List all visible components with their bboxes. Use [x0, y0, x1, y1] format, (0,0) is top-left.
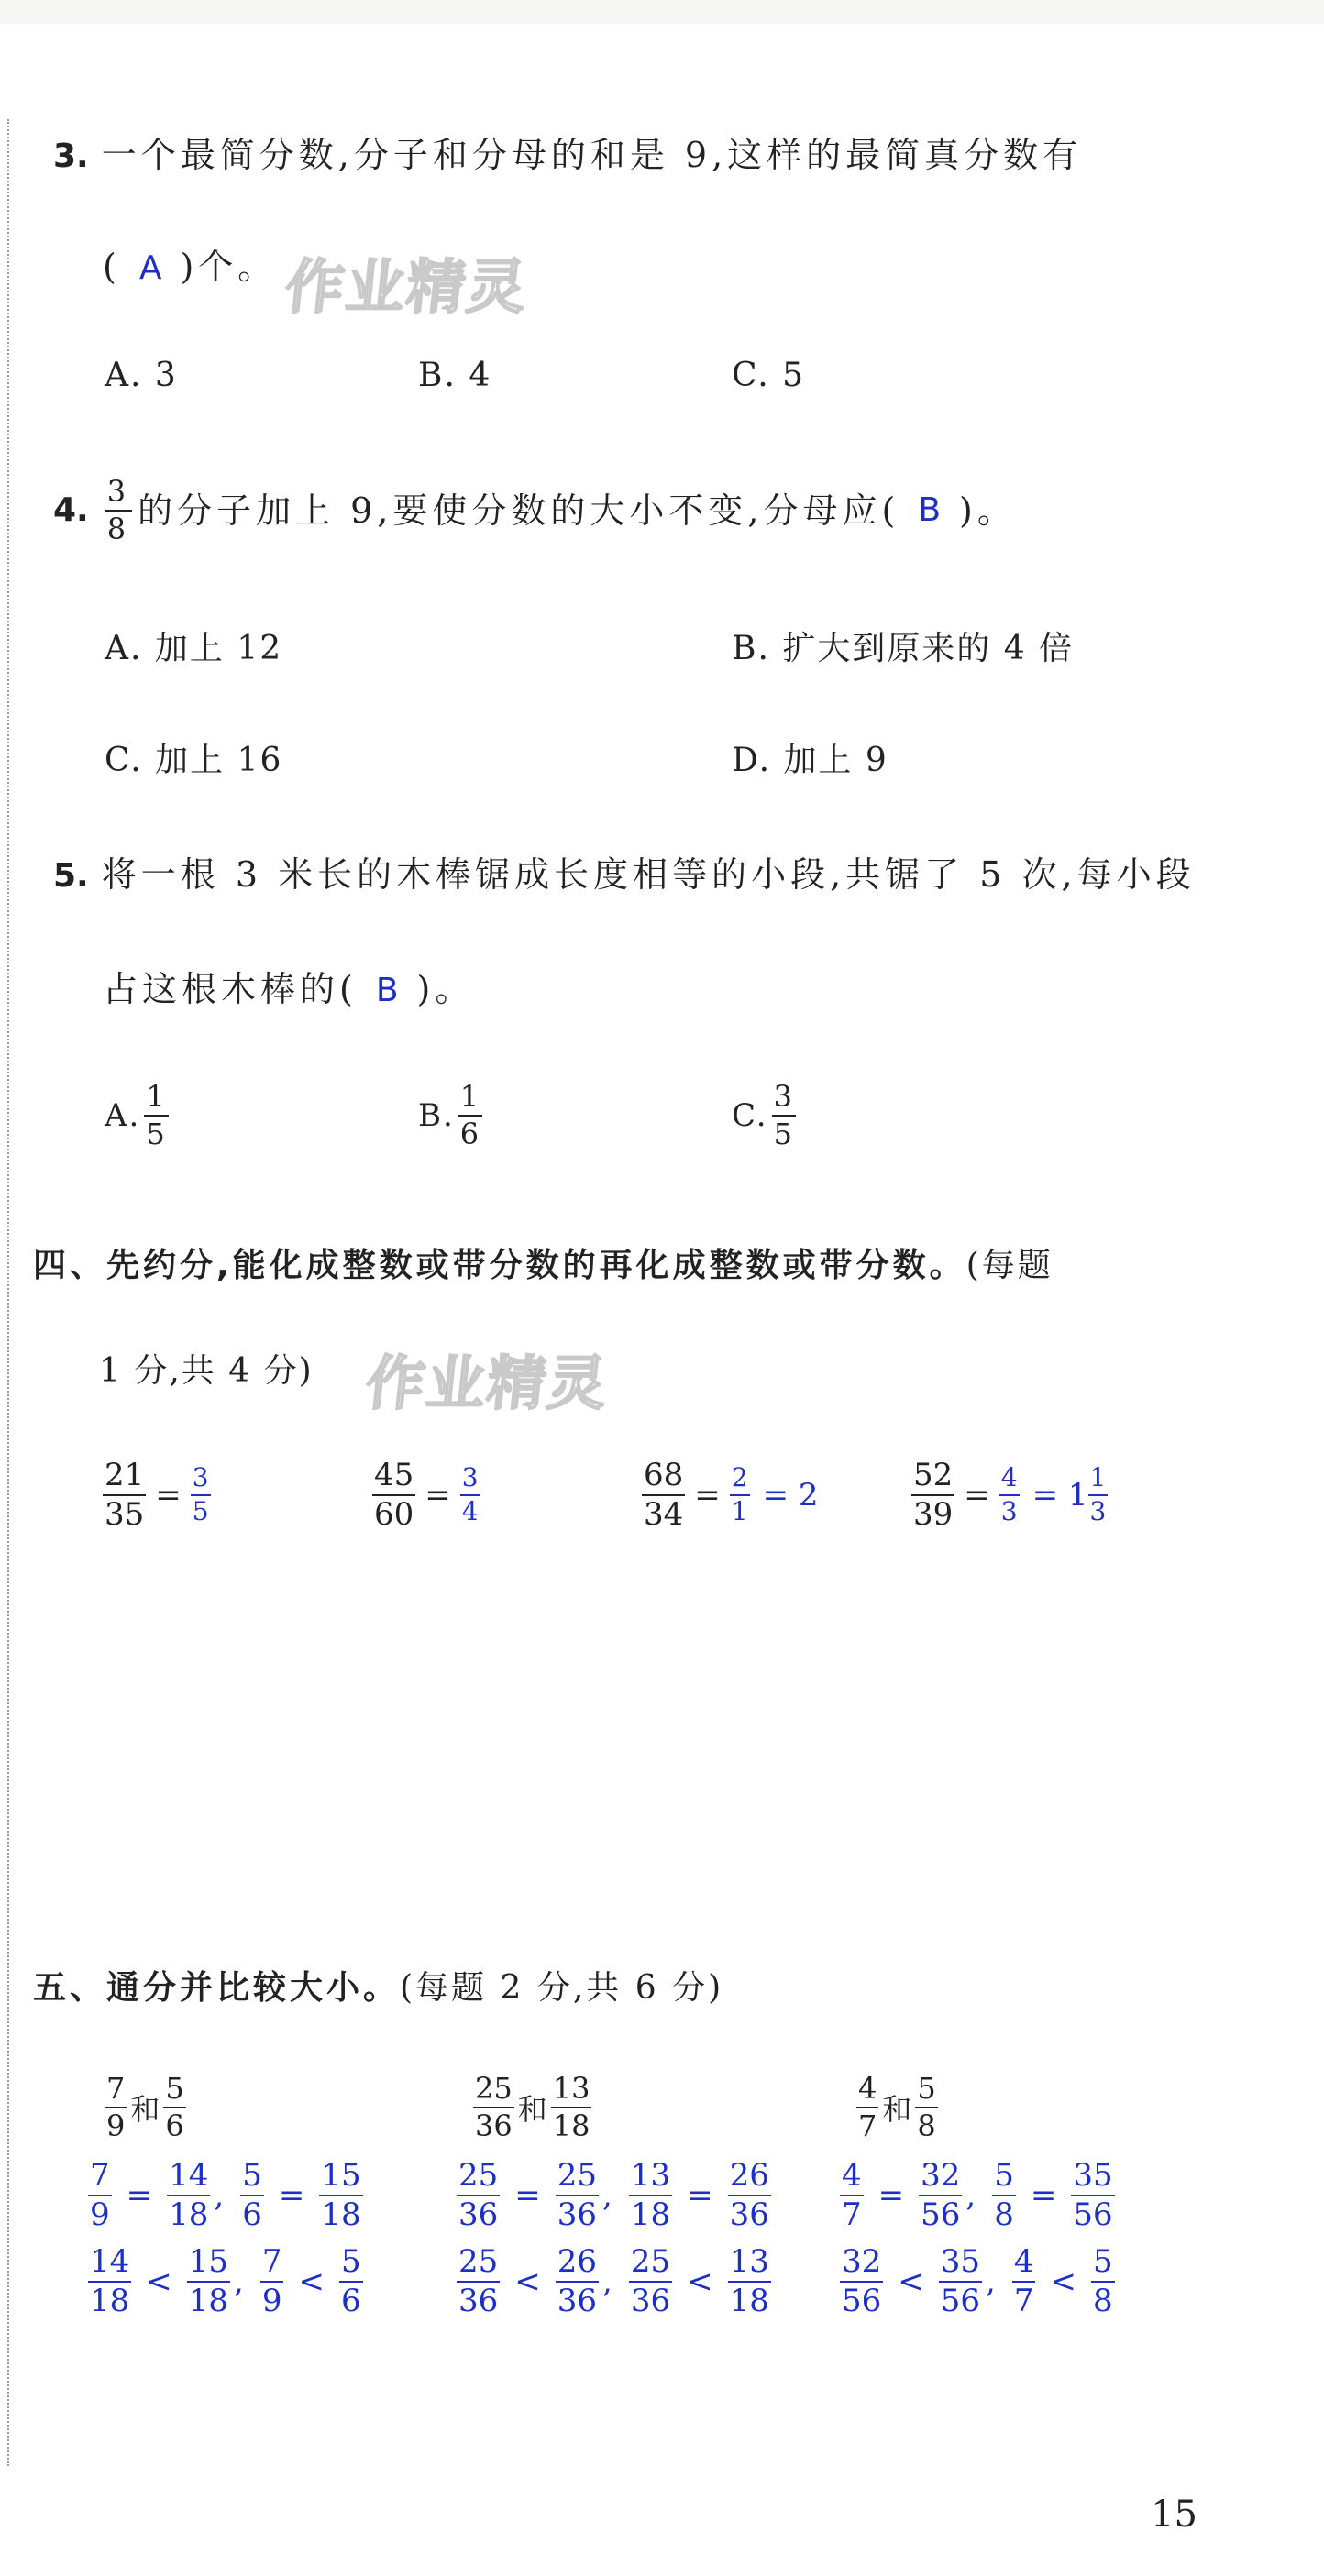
- numerator: 7: [261, 2243, 282, 2280]
- paren-close: )。: [416, 969, 475, 1009]
- denominator: 8: [1092, 2282, 1113, 2319]
- comma: ,: [986, 2262, 996, 2300]
- answer-fraction: [728, 2243, 771, 2319]
- denominator: 5: [192, 1495, 209, 1526]
- numerator: 13: [552, 2071, 590, 2106]
- fraction: [915, 2071, 937, 2143]
- numerator: 13: [630, 2157, 671, 2194]
- answer-fraction: [1071, 2157, 1114, 2233]
- watermark-logo: 作业精灵: [362, 1350, 612, 1418]
- numerator: 4: [1000, 1462, 1018, 1493]
- answer-fraction: [88, 2243, 131, 2319]
- denominator: 3: [1000, 1495, 1018, 1526]
- option-b: B. 4: [418, 357, 492, 394]
- fraction: [911, 1457, 954, 1533]
- equals-sign: =: [278, 2176, 305, 2214]
- answer-fraction: [728, 2157, 771, 2233]
- option-a: A. 3: [105, 357, 178, 394]
- conjunction-text: 和: [882, 2091, 912, 2127]
- question-4-line: [53, 474, 1017, 546]
- section-score-note: (每题: [965, 1247, 1054, 1284]
- fraction: [551, 2071, 592, 2143]
- option-b: [418, 1079, 486, 1151]
- comma: ,: [214, 2176, 225, 2214]
- numerator: 13: [729, 2243, 769, 2280]
- denominator: 5: [773, 1116, 794, 1151]
- section-5-heading: [33, 1962, 723, 2009]
- option-b: B. 扩大到原来的 4 倍: [732, 630, 1075, 667]
- answer-fraction: [999, 1462, 1020, 1526]
- numerator: 68: [644, 1457, 684, 1493]
- denominator: 35: [105, 1495, 145, 1533]
- denominator: 18: [630, 2196, 671, 2233]
- option-label: B.: [418, 1096, 455, 1134]
- answer-fraction: [260, 2243, 284, 2319]
- common-denominator-row: [84, 2157, 367, 2233]
- answer-fraction: [339, 2243, 363, 2319]
- numerator: 5: [340, 2243, 361, 2280]
- numerator: 15: [188, 2243, 229, 2280]
- fraction: [458, 1079, 482, 1151]
- numerator: 25: [630, 2243, 671, 2280]
- less-than-sign: <: [1050, 2262, 1076, 2300]
- answer-fraction: [319, 2157, 362, 2233]
- reduce-item-1: [99, 1457, 215, 1533]
- numerator: 5: [994, 2157, 1014, 2194]
- option-c: C. 加上 16: [105, 742, 283, 779]
- denominator: 9: [90, 2196, 110, 2233]
- comma: ,: [965, 2176, 976, 2214]
- numerator: 3: [192, 1462, 209, 1493]
- numerator: 21: [105, 1457, 145, 1493]
- answer-fraction: [919, 2157, 962, 2233]
- answer-fraction: [88, 2157, 112, 2233]
- section-score-note: (每题 2 分,共 6 分): [400, 1969, 724, 2007]
- denominator: 6: [242, 2196, 262, 2233]
- denominator: 18: [321, 2196, 361, 2233]
- comparison-row: [84, 2243, 367, 2319]
- section-title: 四、先约分,能化成整数或带分数的再化成整数或带分数。: [33, 1247, 966, 1284]
- section-4-heading: [33, 1239, 1054, 1286]
- numerator: 1: [459, 1079, 481, 1114]
- option-c: C. 5: [732, 357, 806, 394]
- answer-fraction: [629, 2243, 672, 2319]
- answer-fraction: [457, 2243, 500, 2319]
- less-than-sign: <: [514, 2262, 541, 2300]
- numerator: 25: [458, 2157, 499, 2194]
- comparison-row: [836, 2243, 1119, 2319]
- denominator: 6: [340, 2282, 361, 2319]
- denominator: 9: [106, 2108, 126, 2143]
- answer-fraction: [992, 2157, 1016, 2233]
- numerator: 35: [940, 2243, 981, 2280]
- numerator: 25: [458, 2243, 499, 2280]
- numerator: 25: [557, 2157, 598, 2194]
- denominator: 9: [261, 2282, 282, 2319]
- question-5-line1: [53, 854, 1196, 895]
- question-number: 3.: [53, 138, 89, 175]
- numerator: 2: [731, 1462, 748, 1493]
- comma: ,: [602, 2176, 612, 2214]
- numerator: 25: [475, 2071, 513, 2106]
- less-than-sign: <: [298, 2262, 325, 2300]
- denominator: 56: [1073, 2196, 1113, 2233]
- numerator: 32: [921, 2157, 961, 2194]
- denominator: 6: [459, 1116, 481, 1151]
- question-number: 5.: [53, 857, 89, 895]
- equals-sign: =: [964, 1476, 990, 1514]
- comma: ,: [234, 2262, 244, 2300]
- numerator: 26: [557, 2243, 598, 2280]
- numerator: 4: [1013, 2243, 1034, 2280]
- fraction: [772, 1079, 796, 1151]
- denominator: 8: [994, 2196, 1014, 2233]
- denominator: 36: [475, 2108, 513, 2143]
- common-denominator-row: [453, 2157, 775, 2233]
- answer-fraction: [167, 2157, 210, 2233]
- numerator: 5: [165, 2071, 184, 2106]
- denominator: 8: [106, 511, 131, 546]
- numerator: 15: [321, 2157, 361, 2194]
- answer-fraction: [240, 2157, 264, 2233]
- less-than-sign: <: [146, 2262, 172, 2300]
- numerator: 5: [917, 2071, 936, 2106]
- denominator: 36: [630, 2282, 671, 2319]
- denominator: 18: [552, 2108, 590, 2143]
- common-denominator-row: [836, 2157, 1119, 2233]
- denominator: 3: [1089, 1495, 1107, 1526]
- answer-fraction: [191, 1462, 211, 1526]
- denominator: 1: [731, 1495, 748, 1526]
- denominator: 56: [921, 2196, 961, 2233]
- question-5-line2: [103, 969, 475, 1009]
- numerator: 7: [106, 2071, 126, 2106]
- paren-close: )。: [959, 490, 1017, 531]
- denominator: 36: [458, 2196, 499, 2233]
- less-than-sign: <: [898, 2262, 924, 2300]
- binding-dotted-line: [7, 119, 9, 2466]
- fraction: [856, 2071, 878, 2143]
- equals-sign: =: [514, 2176, 541, 2214]
- numerator: 4: [842, 2157, 862, 2194]
- denominator: 36: [557, 2282, 598, 2319]
- question-text: 一个最简分数,分子和分母的和是 9,这样的最简真分数有: [101, 135, 1083, 175]
- fraction: [144, 1079, 168, 1151]
- numerator: 26: [729, 2157, 769, 2194]
- numerator: 3: [106, 474, 131, 509]
- denominator: 39: [913, 1495, 954, 1533]
- answer-fraction: [556, 2243, 599, 2319]
- denominator: 36: [458, 2282, 499, 2319]
- answer-mixed-whole: = 1: [1032, 1476, 1088, 1514]
- equals-sign: =: [126, 2176, 153, 2214]
- numerator: 1: [1089, 1462, 1107, 1493]
- numerator: 3: [773, 1079, 794, 1114]
- denominator: 36: [729, 2196, 769, 2233]
- less-than-sign: <: [687, 2262, 713, 2300]
- answer-fraction: [187, 2243, 230, 2319]
- denominator: 18: [169, 2196, 209, 2233]
- denominator: 36: [557, 2196, 598, 2233]
- option-d: D. 加上 9: [732, 742, 888, 779]
- numerator: 1: [146, 1079, 167, 1114]
- question-3-line1: [53, 135, 1083, 175]
- denominator: 7: [1013, 2282, 1034, 2319]
- answer-fraction: [1012, 2243, 1036, 2319]
- question-text: 将一根 3 米长的木棒锯成长度相等的小段,共锯了 5 次,每小段: [101, 854, 1196, 895]
- fraction: [642, 1457, 685, 1533]
- compare-pair-2: [469, 2071, 595, 2143]
- answer-fraction: [1091, 2243, 1115, 2319]
- numerator: 35: [1073, 2157, 1113, 2194]
- question-text: 占这根木棒的(: [103, 969, 358, 1009]
- equals-sign: =: [425, 1476, 451, 1514]
- comma: ,: [602, 2262, 612, 2300]
- numerator: 4: [858, 2071, 877, 2106]
- denominator: 6: [165, 2108, 184, 2143]
- paren-close: )个。: [180, 247, 278, 287]
- reduce-item-3: [638, 1457, 819, 1533]
- numerator: 14: [169, 2157, 209, 2194]
- denominator: 60: [374, 1495, 414, 1533]
- denominator: 4: [461, 1495, 479, 1526]
- numerator: 3: [461, 1462, 479, 1493]
- option-a: A. 加上 12: [105, 630, 283, 667]
- equals-sign: =: [687, 2176, 713, 2214]
- fraction: [105, 2071, 127, 2143]
- answer-text: B: [918, 490, 942, 529]
- answer-fraction: [629, 2157, 672, 2233]
- equals-sign: =: [155, 1476, 182, 1514]
- question-3-line2: [103, 249, 277, 285]
- comparison-row: [453, 2243, 775, 2319]
- watermark-logo: 作业精灵: [281, 254, 532, 322]
- denominator: 18: [188, 2282, 229, 2319]
- fraction: [103, 1457, 146, 1533]
- denominator: 5: [146, 1116, 167, 1151]
- compare-pair-1: [101, 2071, 190, 2143]
- answer-mixed-fraction: [1088, 1462, 1109, 1526]
- fraction: [473, 2071, 514, 2143]
- equals-sign: =: [1030, 2176, 1057, 2214]
- page-number: 15: [1151, 2493, 1197, 2536]
- answer-fraction: [840, 2157, 864, 2233]
- answer-fraction: [840, 2243, 883, 2319]
- numerator: 5: [1092, 2243, 1113, 2280]
- section-title: 五、通分并比较大小。: [33, 1969, 401, 2007]
- answer-text: B: [375, 972, 399, 1009]
- denominator: 56: [842, 2282, 882, 2319]
- question-number: 4.: [53, 490, 89, 529]
- fraction: [105, 474, 132, 546]
- answer-fraction: [460, 1462, 480, 1526]
- numerator: 14: [90, 2243, 130, 2280]
- numerator: 52: [913, 1457, 954, 1493]
- numerator: 7: [90, 2157, 110, 2194]
- conjunction-text: 和: [517, 2091, 547, 2127]
- option-a: [105, 1079, 172, 1151]
- denominator: 56: [940, 2282, 981, 2319]
- answer-text: A: [138, 249, 162, 287]
- answer-integer: = 2: [762, 1476, 819, 1514]
- numerator: 32: [842, 2243, 882, 2280]
- conjunction-text: 和: [130, 2091, 160, 2127]
- option-label: C.: [732, 1096, 768, 1134]
- denominator: 7: [842, 2196, 862, 2233]
- answer-fraction: [939, 2243, 982, 2319]
- reduce-item-2: [369, 1457, 484, 1533]
- equals-sign: =: [877, 2176, 905, 2214]
- paren-open: (: [103, 247, 121, 287]
- fraction: [163, 2071, 185, 2143]
- equals-sign: =: [694, 1476, 721, 1514]
- numerator: 5: [242, 2157, 262, 2194]
- option-c: [732, 1079, 800, 1151]
- denominator: 18: [729, 2282, 769, 2319]
- answer-fraction: [457, 2157, 500, 2233]
- denominator: 34: [644, 1495, 684, 1533]
- denominator: 8: [917, 2108, 936, 2143]
- reduce-item-4: [908, 1457, 1111, 1533]
- answer-fraction: [556, 2157, 599, 2233]
- section-4-score-note: 1 分,共 4 分): [99, 1352, 314, 1390]
- denominator: 7: [858, 2108, 877, 2143]
- compare-pair-3: [853, 2071, 942, 2143]
- denominator: 18: [90, 2282, 130, 2319]
- question-text: 的分子加上 9,要使分数的大小不变,分母应(: [138, 490, 900, 531]
- answer-fraction: [730, 1462, 750, 1526]
- option-label: A.: [105, 1096, 141, 1134]
- numerator: 45: [374, 1457, 414, 1493]
- fraction: [372, 1457, 415, 1533]
